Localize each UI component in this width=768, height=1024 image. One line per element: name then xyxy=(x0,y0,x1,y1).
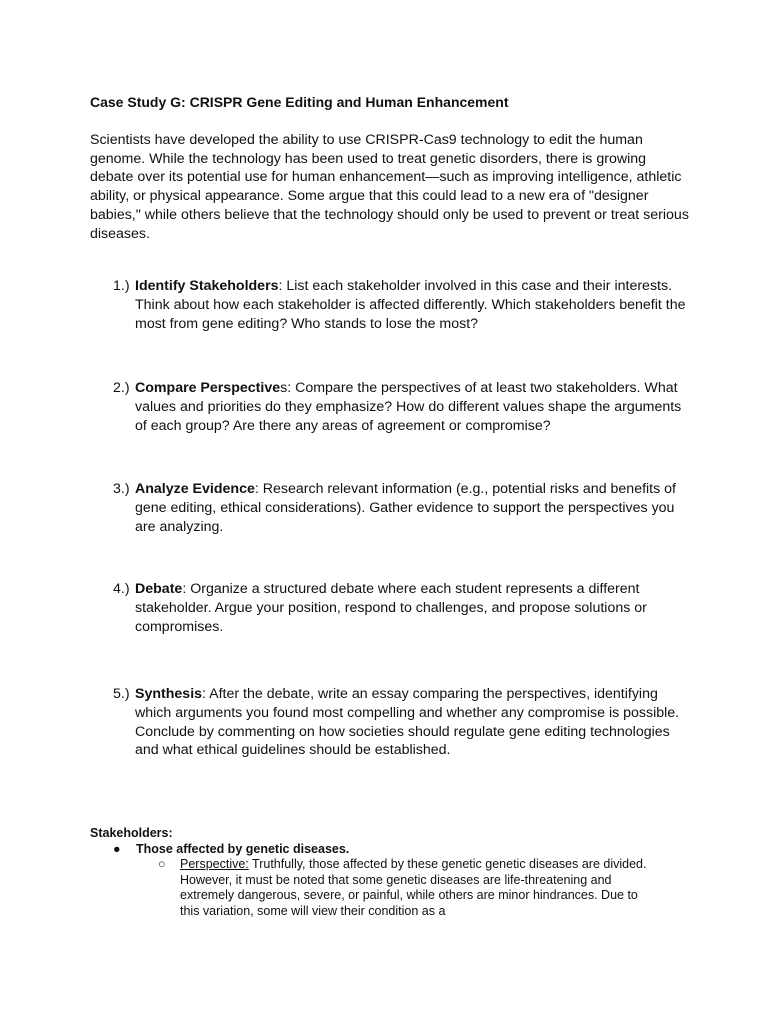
task-body xyxy=(135,480,693,536)
task-number: 1.) xyxy=(113,278,130,294)
task-body xyxy=(135,685,693,760)
document-title: Case Study G: CRISPR Gene Editing and Human Enhancement xyxy=(90,94,509,110)
perspective-label: Perspective: xyxy=(180,857,249,871)
stakeholder-group-item xyxy=(113,841,349,857)
task-number: 5.) xyxy=(113,686,130,702)
task-item-1 xyxy=(113,277,693,333)
intro-paragraph: Scientists have developed the ability to use CRISPR-Cas9 technology to edit the human genome. While the technology has been used to treat genetic disorders, there is growing debate over its potential use for human enhancement—such as improving intelligence, athletic ability, or physical appearance. Some argue that this could lead to a new era of "designer babies," while others believe that the technology should only be used to prevent or treat serious diseases. xyxy=(90,132,689,242)
bullet-icon: ● xyxy=(113,842,121,856)
task-number: 2.) xyxy=(113,380,130,396)
task-number: 4.) xyxy=(113,581,130,597)
task-body xyxy=(135,580,693,636)
task-item-5 xyxy=(113,685,693,760)
stakeholders-heading: Stakeholders: xyxy=(90,826,173,840)
task-text: : List each stakeholder involved in this case and their interests. Think about how each stakeholder is affected differently. Which stakeholders benefit the most from gene editing? Who stands to lose the most? xyxy=(135,278,686,332)
perspective-text: Truthfully, those affected by these genetic genetic diseases are divided. However, it must be noted that some genetic diseases are life-threatening and extremely dangerous, severe, or painful, while others are minor hindrances. Due to this variation, some will view their condition as a xyxy=(180,857,647,919)
sub-bullet-icon: ○ xyxy=(158,857,166,871)
task-label: Compare Perspective xyxy=(135,380,281,396)
task-item-3 xyxy=(113,480,693,536)
task-body xyxy=(135,379,693,435)
task-label: Debate xyxy=(135,581,183,597)
task-item-4 xyxy=(113,580,693,636)
task-label: Analyze Evidence xyxy=(135,481,255,497)
task-text: : Organize a structured debate where each student represents a different stakeholder. Argue your position, respond to challenges, and propose solutions or compromises. xyxy=(135,581,647,635)
task-body xyxy=(135,277,693,333)
task-text: : Research relevant information (e.g., potential risks and benefits of gene editing, ethical considerations). Gather evidence to support the perspectives you are analyzing. xyxy=(135,481,676,535)
task-item-2 xyxy=(113,379,693,435)
task-label: Synthesis xyxy=(135,686,203,702)
task-number: 3.) xyxy=(113,481,130,497)
task-label: Identify Stakeholders xyxy=(135,278,279,294)
task-label-suffix: s xyxy=(280,380,288,396)
task-text: : After the debate, write an essay comparing the perspectives, identifying which arguments you found most compelling and whether any compromise is possible. Conclude by commenting on how societies should regulate gene editing technologies and what ethical guidelines should be established. xyxy=(135,686,680,759)
task-text: : Compare the perspectives of at least two stakeholders. What values and priorities do they emphasize? How do different values shape the arguments of each group? Are there any areas of agreement or compromise? xyxy=(135,380,682,434)
stakeholder-group-label: Those affected by genetic diseases. xyxy=(136,842,350,856)
perspective-item xyxy=(158,857,658,920)
perspective-body xyxy=(180,857,658,920)
